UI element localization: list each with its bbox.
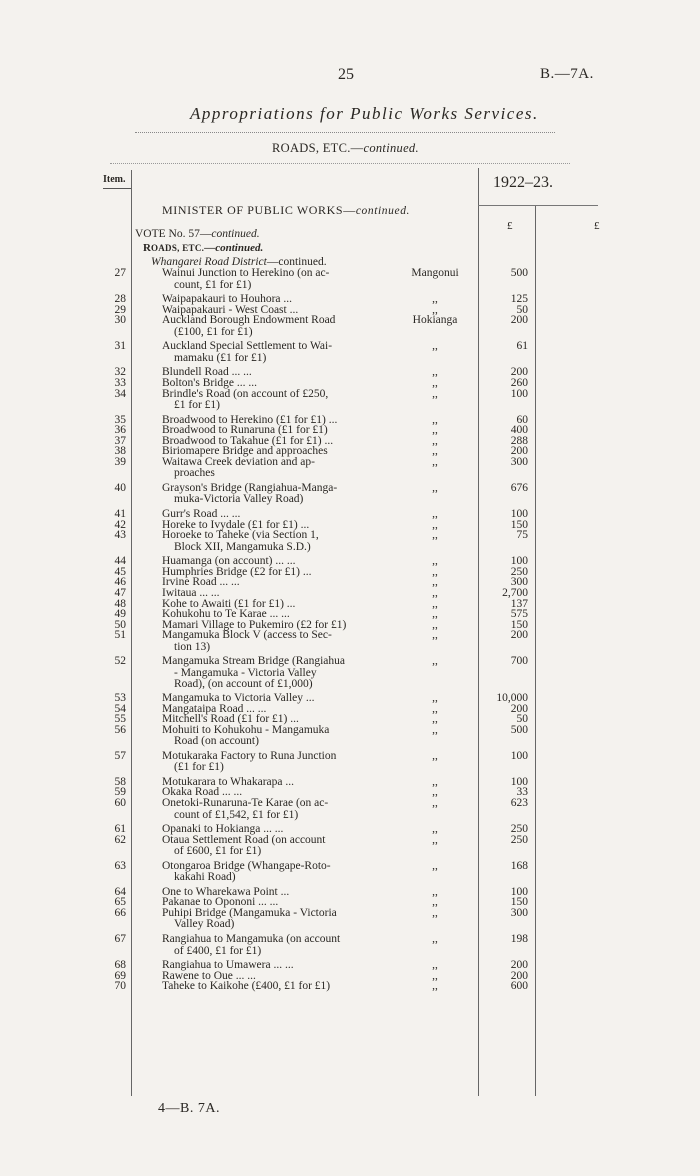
description-line: Puhipi Bridge (Mangamuka - Victoria: [162, 906, 337, 919]
table-row: [0, 588, 700, 599]
table-row: [0, 415, 700, 426]
item-number: 46: [114, 576, 126, 589]
description-line: Broadwood to Herekino (£1 for £1) ...: [162, 413, 338, 426]
item-number: 49: [114, 608, 126, 621]
item-district: ,,: [432, 508, 438, 520]
item-amount: 2,700: [502, 587, 528, 599]
description-line: Gurr's Road ... ...: [162, 508, 241, 520]
item-amount: 200: [510, 969, 528, 982]
table-row: [0, 520, 700, 531]
item-district: ,,: [432, 445, 438, 458]
table-row: [0, 378, 700, 389]
description-line: of £600, £1 for £1): [174, 845, 262, 858]
description-line: Brindle's Road (on account of £250,: [162, 387, 329, 400]
description-line: Broadwood to Takahue (£1 for £1) ...: [162, 434, 334, 447]
item-amount: 250: [510, 823, 528, 836]
item-amount: 250: [510, 565, 528, 578]
description-line: Mamari Village to Pukemiro (£2 for £1): [162, 618, 347, 631]
item-header-underline: [103, 188, 131, 189]
item-number: 44: [114, 555, 126, 568]
table-row: [0, 960, 700, 971]
item-district: ,,: [432, 859, 438, 872]
item-number: 34: [114, 387, 126, 400]
item-district: ,,: [432, 555, 438, 568]
table-top-rule: [110, 163, 570, 164]
table-row: [0, 693, 700, 704]
item-description: [162, 725, 390, 748]
item-number: 70: [114, 980, 126, 993]
table-row: [0, 341, 700, 362]
item-amount: 33: [516, 786, 528, 799]
item-description: [162, 751, 390, 774]
item-amount: 500: [510, 723, 528, 736]
item-amount: 250: [510, 833, 528, 846]
table-row: [0, 305, 700, 316]
item-number: 38: [114, 445, 126, 458]
item-amount: 300: [510, 576, 528, 589]
table-row: [0, 509, 700, 520]
item-district: ,,: [432, 906, 438, 919]
item-number: 48: [114, 597, 126, 610]
description-line: Auckland Borough Endowment Road: [162, 314, 336, 327]
item-amount: 137: [510, 597, 528, 610]
table-row: [0, 367, 700, 378]
item-description: [162, 981, 390, 993]
item-number: 37: [114, 434, 126, 447]
description-line: muka-Victoria Valley Road): [174, 493, 304, 506]
item-amount: 700: [510, 655, 528, 668]
description-line: Blundell Road ... ...: [162, 366, 252, 379]
item-district: ,,: [432, 597, 438, 610]
description-line: - Mangamuka - Victoria Valley: [174, 666, 317, 679]
item-description: [162, 315, 390, 338]
description-line: Road (on account): [174, 735, 259, 748]
item-number: 42: [114, 518, 126, 531]
page-title: Appropriations for Public Works Services.: [190, 104, 539, 123]
description-line: Grayson's Bridge (Rangiahua-Manga-: [162, 481, 338, 494]
item-amount: 100: [510, 885, 528, 898]
item-district: ,,: [432, 366, 438, 379]
item-amount: 50: [516, 303, 528, 316]
description-line: Kohe to Awaiti (£1 for £1) ...: [162, 597, 296, 610]
item-district: ,,: [432, 959, 438, 971]
vote-main: VOTE No. 57—: [135, 228, 212, 240]
table-row: [0, 934, 700, 955]
item-district: ,,: [432, 293, 438, 306]
item-district: ,,: [432, 797, 438, 809]
item-district: ,,: [432, 340, 438, 353]
item-amount: 100: [510, 749, 528, 762]
item-amount: 200: [510, 366, 528, 379]
item-amount: 75: [516, 529, 528, 542]
table-row: [0, 294, 700, 305]
item-number: 58: [114, 775, 126, 788]
item-number: 33: [114, 376, 126, 389]
table-row: [0, 981, 700, 992]
item-district: ,,: [432, 980, 438, 993]
item-number: 35: [114, 413, 126, 426]
subtitle-main: ROADS, ETC.—: [272, 141, 364, 155]
item-district: ,,: [432, 387, 438, 400]
item-district: ,,: [432, 692, 438, 704]
item-number: 28: [114, 293, 126, 306]
description-line: Otongaroa Bridge (Whangape-Roto-: [162, 859, 331, 872]
description-line: Opanaki to Hokianga ... ...: [162, 823, 284, 836]
item-number: 68: [114, 959, 126, 971]
table-row: [0, 530, 700, 551]
item-district: Mangonui: [411, 267, 459, 279]
description-line: Horoeke to Taheke (via Section 1,: [162, 529, 319, 542]
item-district: ,,: [432, 481, 438, 494]
item-amount: 200: [510, 629, 528, 642]
item-amount: 200: [510, 702, 528, 715]
table-row: [0, 425, 700, 436]
item-number: 60: [114, 797, 126, 809]
roads-continued: —continued.: [204, 242, 264, 254]
item-number: 45: [114, 565, 126, 578]
description-line: Auckland Special Settlement to Wai-: [162, 340, 333, 353]
item-amount: 198: [510, 933, 528, 945]
table-row: [0, 725, 700, 746]
minister-heading: [162, 203, 410, 218]
item-district: ,,: [432, 576, 438, 589]
table-row: [0, 714, 700, 725]
description-line: Wainui Junction to Herekino (on ac-: [162, 267, 330, 279]
item-amount: 125: [510, 293, 528, 306]
item-number: 50: [114, 618, 126, 631]
section-subtitle: [272, 141, 419, 156]
item-description: [162, 389, 390, 412]
item-amount: 10,000: [496, 692, 528, 704]
item-amount: 600: [510, 980, 528, 993]
table-row: [0, 824, 700, 835]
description-line: Taheke to Kaikohe (£400, £1 for £1): [162, 980, 331, 993]
item-district: ,,: [432, 823, 438, 836]
table-row: [0, 457, 700, 478]
item-number: 56: [114, 723, 126, 736]
description-line: Broadwood to Runaruna (£1 for £1): [162, 424, 328, 437]
item-number: 66: [114, 906, 126, 919]
item-amount: 623: [510, 797, 528, 809]
item-district: ,,: [432, 303, 438, 316]
item-amount: 150: [510, 896, 528, 909]
table-row: [0, 599, 700, 610]
description-line: Humphries Bridge (£2 for £1) ...: [162, 565, 312, 578]
table-row: [0, 567, 700, 578]
description-line: Waipapakauri to Houhora ...: [162, 293, 293, 306]
item-district: ,,: [432, 933, 438, 945]
table-row: [0, 908, 700, 929]
document-reference: B.—7A.: [540, 66, 594, 82]
item-district: ,,: [432, 969, 438, 982]
description-line: count, £1 for £1): [174, 278, 252, 291]
item-district: ,,: [432, 885, 438, 898]
item-amount: 288: [510, 434, 528, 447]
item-description: [162, 934, 390, 957]
item-number: 54: [114, 702, 126, 715]
item-number: 52: [114, 655, 126, 668]
description-line: Pakanae to Opononi ... ...: [162, 896, 279, 909]
table-row: [0, 315, 700, 336]
item-district: ,,: [432, 413, 438, 426]
footer-signature: 4—B. 7A.: [158, 1101, 220, 1116]
description-line: Horeke to Ivydale (£1 for £1) ...: [162, 518, 310, 531]
description-line: Mangamuka to Victoria Valley ...: [162, 692, 315, 704]
item-description: [162, 483, 390, 506]
table-row: [0, 655, 700, 691]
description-line: tion 13): [174, 640, 211, 653]
item-district: ,,: [432, 618, 438, 631]
table-row: [0, 787, 700, 798]
description-line: Mangamuka Stream Bridge (Rangiahua: [162, 655, 345, 668]
item-amount: 400: [510, 424, 528, 437]
description-line: Rangiahua to Mangamuka (on account: [162, 933, 341, 945]
description-line: Onetoki-Runaruna-Te Karae (on ac-: [162, 797, 329, 809]
item-amount: 60: [516, 413, 528, 426]
item-number: 31: [114, 340, 126, 353]
description-line: mamaku (£1 for £1): [174, 351, 267, 364]
item-district: ,,: [432, 518, 438, 531]
table-row: [0, 630, 700, 651]
item-number: 32: [114, 366, 126, 379]
item-district: ,,: [432, 702, 438, 715]
item-district: ,,: [432, 608, 438, 621]
item-district: ,,: [432, 786, 438, 799]
item-description: [162, 656, 390, 691]
item-district: ,,: [432, 713, 438, 726]
item-number: 67: [114, 933, 126, 945]
description-line: £1 for £1): [174, 399, 220, 411]
item-amount: 200: [510, 314, 528, 327]
item-amount: 300: [510, 906, 528, 919]
table-row: [0, 704, 700, 715]
item-number: 59: [114, 786, 126, 799]
item-description: [162, 268, 390, 291]
item-amount: 200: [510, 445, 528, 458]
table-row: [0, 887, 700, 898]
minister-main: MINISTER OF PUBLIC WORKS—: [162, 203, 356, 217]
item-district: ,,: [432, 376, 438, 389]
description-line: Otaua Settlement Road (on account: [162, 833, 326, 846]
district-name: Whangarei Road District: [151, 256, 267, 268]
description-line: Mangataipa Road ... ...: [162, 702, 267, 715]
item-district: ,,: [432, 424, 438, 437]
description-line: Okaka Road ... ...: [162, 786, 243, 799]
table-row: [0, 609, 700, 620]
table-row: [0, 556, 700, 567]
description-line: Mitchell's Road (£1 for £1) ...: [162, 713, 299, 726]
table-row: [0, 897, 700, 908]
item-number: 64: [114, 885, 126, 898]
description-line: (£1 for £1): [174, 761, 224, 774]
table-row: [0, 798, 700, 819]
description-line: kakahi Road): [174, 871, 236, 884]
item-description: [162, 798, 390, 821]
description-line: Road), (on account of £1,000): [174, 678, 313, 691]
description-line: Rawene to Oue ... ...: [162, 969, 256, 982]
page-number: 25: [338, 66, 354, 83]
item-amount: 61: [516, 340, 528, 353]
description-line: (£100, £1 for £1): [174, 325, 253, 338]
item-amount: 100: [510, 508, 528, 520]
subtitle-continued: continued.: [363, 141, 419, 155]
table-row: [0, 389, 700, 410]
description-line: Biriomapere Bridge and approaches: [162, 445, 328, 458]
item-district: ,,: [432, 775, 438, 788]
minister-continued: continued.: [355, 205, 411, 217]
table-row: [0, 436, 700, 447]
item-number: 63: [114, 859, 126, 872]
description-line: One to Wharekawa Point ...: [162, 885, 290, 898]
item-description: [162, 630, 390, 653]
item-amount: 100: [510, 387, 528, 400]
item-district: ,,: [432, 655, 438, 668]
item-district: ,,: [432, 629, 438, 642]
item-amount: 100: [510, 775, 528, 788]
item-column-header: Item.: [103, 174, 126, 185]
item-description: [162, 530, 390, 553]
item-description: [162, 908, 390, 931]
item-number: 61: [114, 823, 126, 836]
item-amount: 300: [510, 455, 528, 468]
item-district: ,,: [432, 833, 438, 846]
table-row: [0, 835, 700, 856]
table-row: [0, 483, 700, 504]
item-district: Hokianga: [412, 314, 458, 327]
item-number: 29: [114, 303, 126, 316]
roads-smallcaps: OADS, ETC.: [150, 243, 205, 253]
item-amount: 168: [510, 859, 528, 872]
item-number: 62: [114, 833, 126, 846]
description-line: Kohukohu to Te Karae ... ...: [162, 608, 290, 621]
table-row: [0, 268, 700, 289]
description-line: count of £1,542, £1 for £1): [174, 808, 299, 821]
item-district: ,,: [432, 529, 438, 542]
item-number: 27: [114, 267, 126, 279]
item-amount: 100: [510, 555, 528, 568]
description-line: Motukaraka Factory to Runa Junction: [162, 749, 337, 762]
item-amount: 676: [510, 481, 528, 494]
item-number: 47: [114, 587, 126, 599]
item-number: 43: [114, 529, 126, 542]
item-amount: 260: [510, 376, 528, 389]
year-column-header: 1922–23.: [493, 174, 553, 191]
pound-symbol-column-2: £: [594, 220, 600, 232]
item-number: 69: [114, 969, 126, 982]
item-district: ,,: [432, 434, 438, 447]
item-description: [162, 835, 390, 858]
item-description: [162, 457, 390, 480]
table-row: [0, 577, 700, 588]
table-row: [0, 620, 700, 631]
item-district: ,,: [432, 896, 438, 909]
description-line: Waitawa Creek deviation and ap-: [162, 455, 315, 468]
table-row: [0, 861, 700, 882]
item-number: 40: [114, 481, 126, 494]
table-row: [0, 751, 700, 772]
item-description: [162, 861, 390, 884]
table-row: [0, 446, 700, 457]
item-amount: 500: [510, 267, 528, 279]
vote-heading: [135, 228, 260, 240]
description-line: of £400, £1 for £1): [174, 944, 262, 957]
description-line: Huamanga (on account) ... ...: [162, 555, 296, 568]
item-number: 53: [114, 692, 126, 704]
item-district: ,,: [432, 565, 438, 578]
item-amount: 200: [510, 959, 528, 971]
item-district: ,,: [432, 749, 438, 762]
item-district: ,,: [432, 587, 438, 599]
description-line: Valley Road): [174, 918, 235, 931]
description-line: proaches: [174, 467, 215, 480]
item-amount: 150: [510, 518, 528, 531]
roads-heading: [143, 242, 263, 254]
description-line: Iwitaua ... ...: [162, 587, 220, 599]
title-rule: [135, 132, 555, 133]
vote-continued: continued.: [211, 228, 260, 240]
district-continued: —continued.: [266, 256, 327, 268]
item-amount: 50: [516, 713, 528, 726]
pound-symbol-column-1: £: [507, 220, 513, 232]
item-district: ,,: [432, 455, 438, 468]
description-line: Block XII, Mangamuka S.D.): [174, 540, 311, 553]
description-line: Irvine Road ... ...: [162, 576, 240, 589]
item-number: 30: [114, 314, 126, 327]
description-line: Waipapakauri - West Coast ...: [162, 303, 299, 316]
item-district: ,,: [432, 723, 438, 736]
item-number: 51: [114, 629, 126, 642]
table-row: [0, 971, 700, 982]
description-line: Rangiahua to Umawera ... ...: [162, 959, 294, 971]
description-line: Mangamuka Block V (access to Sec-: [162, 629, 332, 642]
item-number: 57: [114, 749, 126, 762]
item-amount: 150: [510, 618, 528, 631]
item-number: 36: [114, 424, 126, 437]
description-line: Bolton's Bridge ... ...: [162, 376, 258, 389]
item-number: 41: [114, 508, 126, 520]
item-amount: 575: [510, 608, 528, 621]
item-description: [162, 341, 390, 364]
table-row: [0, 777, 700, 788]
description-line: Motukarara to Whakarapa ...: [162, 775, 294, 788]
item-number: 39: [114, 455, 126, 468]
item-number: 55: [114, 713, 126, 726]
year-header-rule: [478, 205, 598, 206]
item-number: 65: [114, 896, 126, 909]
roads-initial: R: [143, 242, 151, 254]
description-line: Mohuiti to Kohukohu - Mangamuka: [162, 723, 330, 736]
